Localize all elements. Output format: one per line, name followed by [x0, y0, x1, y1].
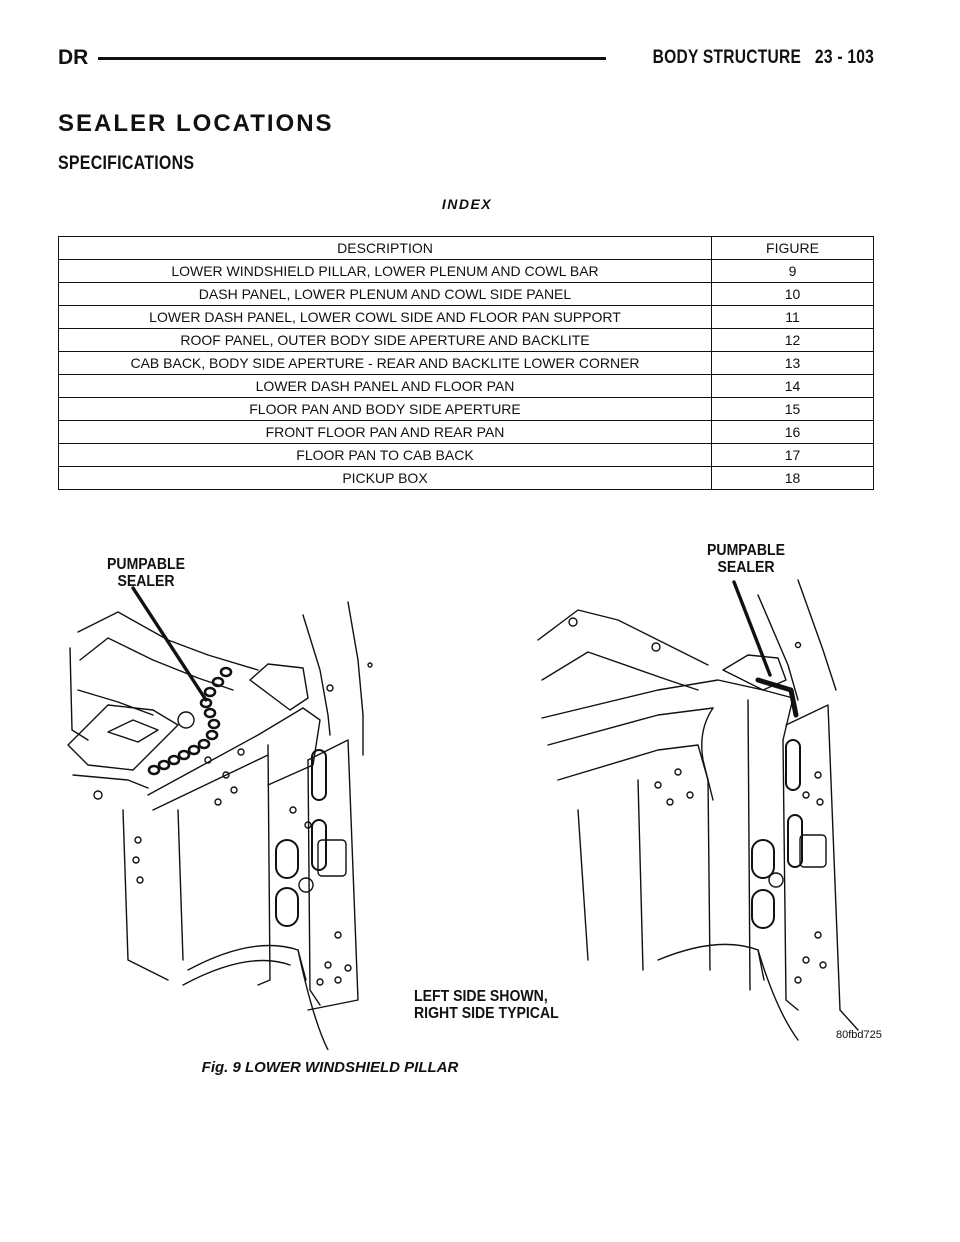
pumpable-sealer-label-right [693, 542, 799, 576]
index-label: INDEX [441, 196, 493, 212]
right-pillar-drawing [538, 580, 858, 1040]
note-line: LEFT SIDE SHOWN, [414, 988, 548, 1005]
label-line: PUMPABLE [707, 542, 785, 559]
header-title-page [653, 47, 874, 69]
table-row [59, 398, 874, 421]
table-header-row [59, 237, 874, 260]
label-line: SEALER [717, 559, 775, 576]
row-description: LOWER DASH PANEL AND FLOOR PAN [59, 375, 712, 398]
page-title: SEALER LOCATIONS [58, 110, 334, 137]
table-row [59, 283, 874, 306]
row-figure: 12 [712, 329, 874, 352]
sealer-bead-left [149, 668, 231, 774]
figure-code: 80fbd725 [836, 1029, 882, 1041]
row-description: LOWER WINDSHIELD PILLAR, LOWER PLENUM AND COWL BAR [59, 260, 712, 283]
label-line: PUMPABLE [107, 556, 185, 573]
index-table [58, 236, 874, 490]
row-description: CAB BACK, BODY SIDE APERTURE - REAR AND BACKLITE LOWER CORNER [59, 352, 712, 375]
page-number: 23 - 103 [814, 47, 874, 68]
column-header-figure: FIGURE [712, 237, 874, 260]
figure-caption: Fig. 9 LOWER WINDSHIELD PILLAR [201, 1059, 459, 1076]
section-code: DR [58, 46, 89, 69]
table-row [59, 329, 874, 352]
table-row [59, 306, 874, 329]
table-row [59, 375, 874, 398]
row-figure: 13 [712, 352, 874, 375]
row-figure: 11 [712, 306, 874, 329]
figure-9 [58, 540, 898, 1050]
row-description: ROOF PANEL, OUTER BODY SIDE APERTURE AND BACKLITE [59, 329, 712, 352]
table-row [59, 260, 874, 283]
table-row [59, 421, 874, 444]
pumpable-sealer-label-left [93, 556, 199, 590]
row-description: LOWER DASH PANEL, LOWER COWL SIDE AND FLOOR PAN SUPPORT [59, 306, 712, 329]
page-header [58, 44, 874, 74]
header-title: BODY STRUCTURE [652, 47, 802, 68]
left-pillar-drawing [68, 588, 372, 1050]
label-line: SEALER [117, 573, 175, 590]
column-header-description: DESCRIPTION [59, 237, 712, 260]
table-row [59, 467, 874, 490]
row-figure: 16 [712, 421, 874, 444]
row-figure: 17 [712, 444, 874, 467]
row-figure: 9 [712, 260, 874, 283]
row-description: PICKUP BOX [59, 467, 712, 490]
table-row [59, 352, 874, 375]
row-description: FRONT FLOOR PAN AND REAR PAN [59, 421, 712, 444]
pillar-illustration [58, 540, 898, 1050]
row-description: FLOOR PAN AND BODY SIDE APERTURE [59, 398, 712, 421]
row-figure: 18 [712, 467, 874, 490]
side-note-label [414, 988, 559, 1022]
row-figure: 15 [712, 398, 874, 421]
note-line: RIGHT SIDE TYPICAL [414, 1005, 559, 1022]
row-figure: 10 [712, 283, 874, 306]
section-subtitle: SPECIFICATIONS [58, 153, 195, 174]
row-description: FLOOR PAN TO CAB BACK [59, 444, 712, 467]
row-figure: 14 [712, 375, 874, 398]
header-rule [98, 57, 606, 60]
row-description: DASH PANEL, LOWER PLENUM AND COWL SIDE PANEL [59, 283, 712, 306]
table-row [59, 444, 874, 467]
